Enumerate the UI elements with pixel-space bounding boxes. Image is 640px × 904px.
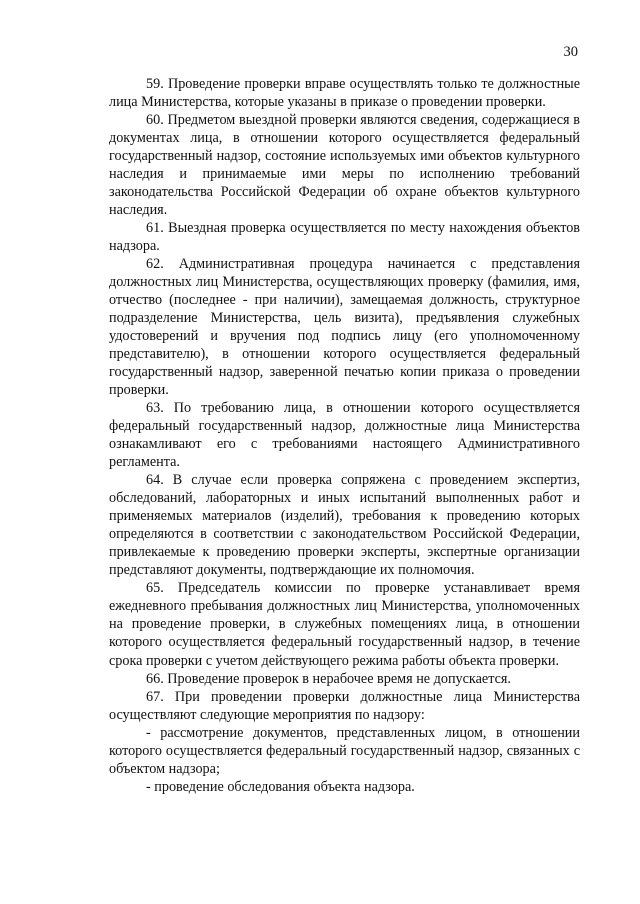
paragraph-65: 65. Председатель комиссии по проверке устанавливает время ежедневного пребывания должностных лиц Министерства, уполномоченных на проведение проверки, в служебных помещениях лица, в отношении которого осуществляется федеральный государственный надзор, в течение срока проверки с учетом действующего режима работы объекта проверки. bbox=[109, 580, 580, 669]
paragraph-60: 60. Предметом выездной проверки являются сведения, содержащиеся в документах лица, в отношении которого осуществляется федеральный государственный надзор, состояние используемых ими объектов культурного наследия и принимаемые ими меры по исполнению требований законодательства Российской Федерации об охране объектов культурного наследия. bbox=[109, 112, 580, 219]
paragraph-61: 61. Выездная проверка осуществляется по месту нахождения объектов надзора. bbox=[109, 220, 580, 255]
page-number: 30 bbox=[563, 44, 578, 60]
paragraph-66: 66. Проведение проверок в нерабочее время не допускается. bbox=[146, 670, 511, 687]
list-item-document-review: - рассмотрение документов, представленных лицом, в отношении которого осуществляется федеральный государственный надзор, связанных с объектом надзора; bbox=[109, 724, 580, 777]
paragraph-59: 59. Проведение проверки вправе осуществлять только те должностные лица Министерства, которые указаны в приказе о проведении проверки. bbox=[109, 76, 580, 111]
paragraph-62: 62. Административная процедура начинается с представления должностных лиц Министерства, осуществляющих проверку (фамилия, имя, отчество (последнее - при наличии), замещаемая должность, структурное подразделение Министерства, цель визита), предъявления служебных удостоверений и вручения под подпись лицу (его уполномоченному представителю), в отношении которого осуществляется федеральный государственный надзор, заверенной печатью копии приказа о проведении проверки. bbox=[109, 256, 580, 399]
paragraph-67: 67. При проведении проверки должностные лица Министерства осуществляют следующие мероприятия по надзору: bbox=[109, 688, 580, 723]
paragraph-64: 64. В случае если проверка сопряжена с проведением экспертиз, обследований, лабораторных и иных испытаний выполненных работ и применяемых материалов (изделий), требования к проведению которых определяются в соответствии с законодательством Российской Федерации, привлекаемые к проведению проверки эксперты, экспертные организации представляют документы, подтверждающие их полномочия. bbox=[109, 472, 580, 579]
list-item-site-inspection: - проведение обследования объекта надзора. bbox=[146, 778, 415, 795]
paragraph-63: 63. По требованию лица, в отношении которого осуществляется федеральный государственный надзор, должностные лица Министерства ознакамливают его с требованиями настоящего Административного регламента. bbox=[109, 400, 580, 471]
document-body bbox=[109, 75, 580, 796]
